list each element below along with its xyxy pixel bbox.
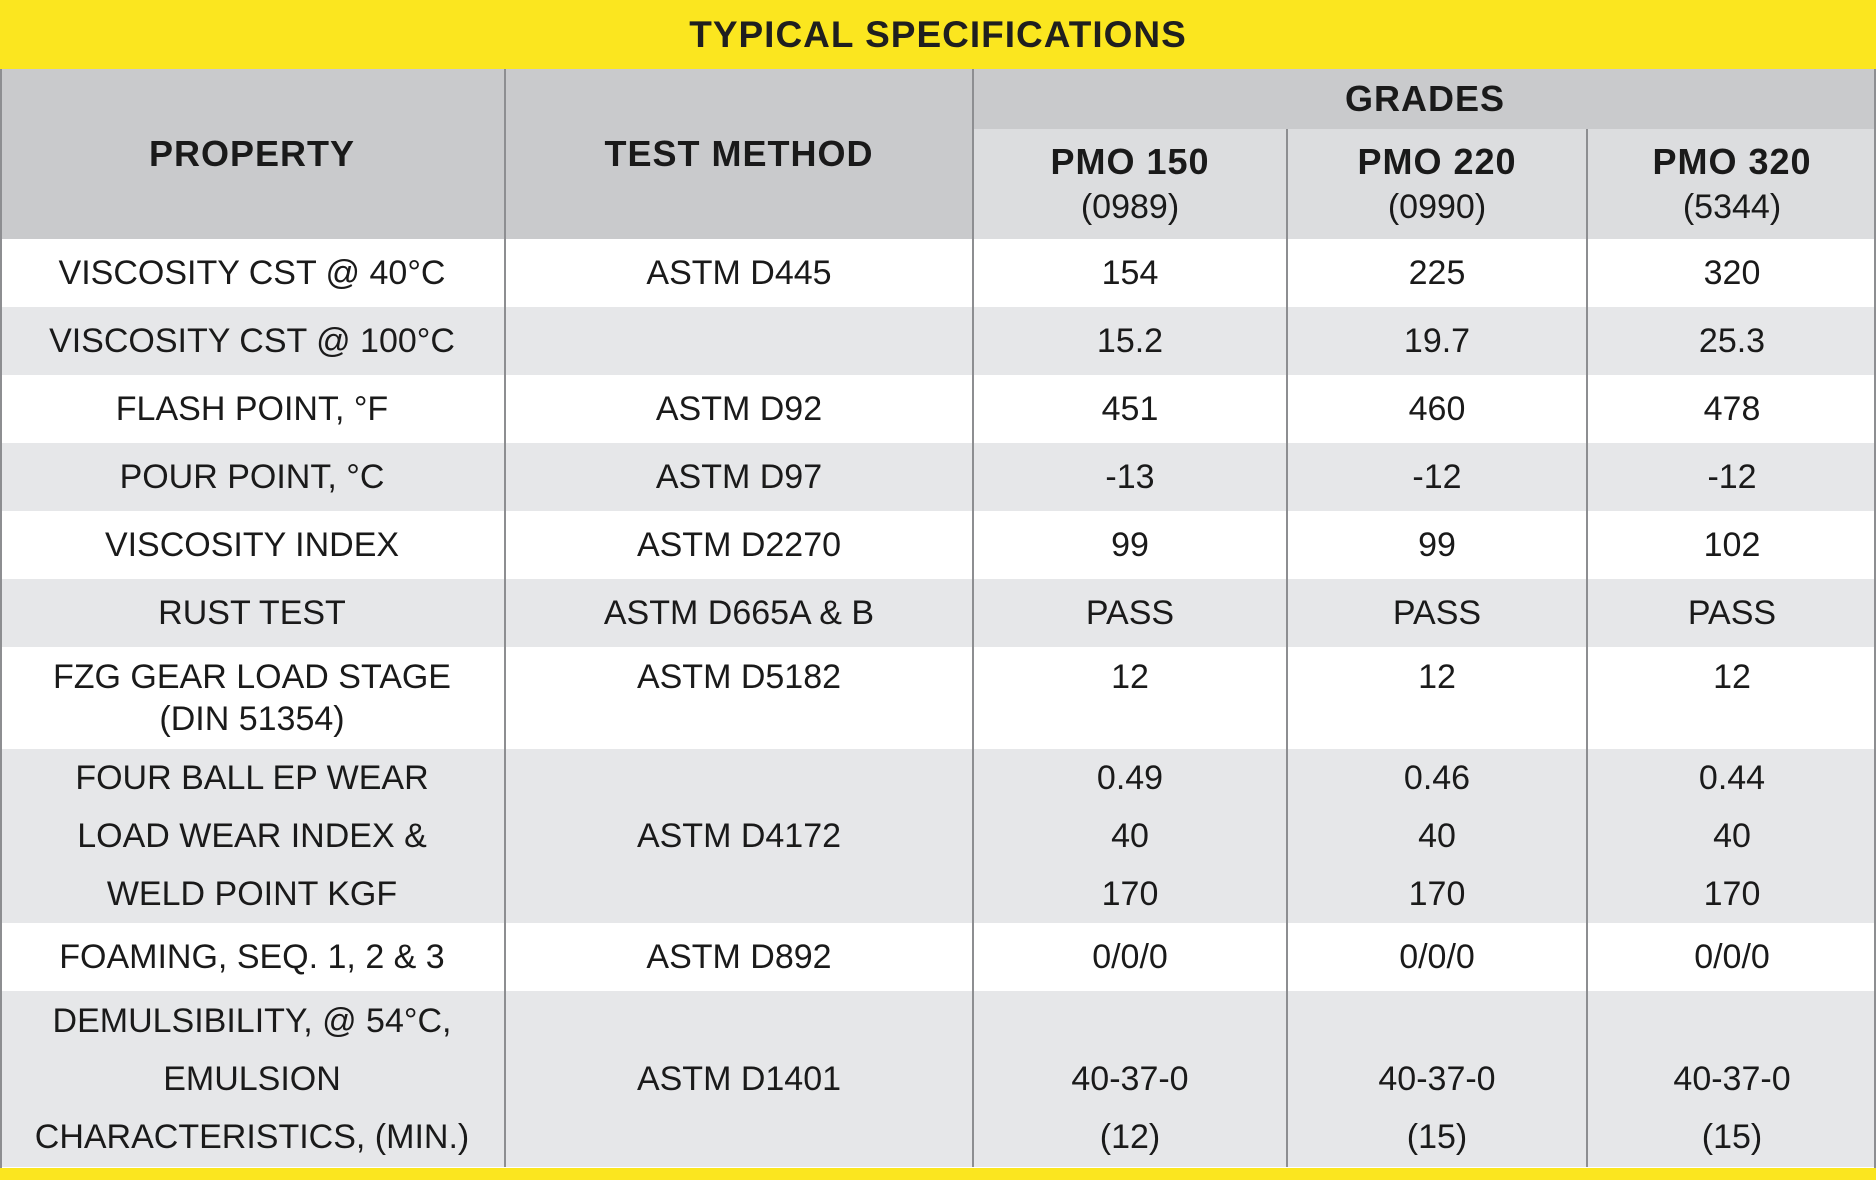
header-test-method: TEST METHOD (505, 69, 973, 239)
spec-table-body (0, 239, 1876, 1167)
grade-value: (12) (1099, 1118, 1161, 1156)
grade-value-cell (973, 991, 1287, 1167)
bottom-accent-bar (0, 1168, 1876, 1180)
table-row (0, 511, 1876, 579)
grade-name: PMO 320 (1652, 140, 1812, 182)
grade-value-cell (1287, 307, 1587, 375)
grade-value: (15) (1406, 1118, 1468, 1156)
property-cell (0, 647, 505, 749)
grade-value: -13 (1105, 457, 1155, 496)
grade-value-cell (1587, 991, 1876, 1167)
grade-value: 320 (1703, 253, 1761, 292)
grade-col-header (1587, 129, 1876, 239)
grade-code: (0989) (1080, 188, 1180, 227)
banner-title: TYPICAL SPECIFICATIONS (689, 13, 1187, 55)
property-text: (DIN 51354) (159, 700, 345, 738)
grade-value-cell (1587, 511, 1876, 579)
header-property: PROPERTY (0, 69, 505, 239)
grade-value: 154 (1101, 253, 1159, 292)
grade-value: 40 (1111, 817, 1149, 855)
grade-value: (15) (1701, 1118, 1763, 1156)
grade-value (974, 992, 1286, 1050)
grade-value: 478 (1703, 389, 1761, 428)
grade-value: PASS (1687, 593, 1777, 632)
grade-value-cell (1587, 647, 1876, 749)
grade-value: PASS (1392, 593, 1482, 632)
grade-value-cell (1287, 749, 1587, 923)
grade-value: 40-37-0 (1673, 1060, 1791, 1098)
grade-value: 12 (1418, 658, 1456, 696)
test-method-cell: ASTM D92 (505, 375, 973, 443)
property-cell (0, 923, 505, 991)
grade-value: -12 (1707, 457, 1757, 496)
grade-col-header (973, 129, 1287, 239)
grade-value-cell (1587, 923, 1876, 991)
grade-value-cell (973, 375, 1287, 443)
property-cell (0, 307, 505, 375)
grade-value-cell (973, 443, 1287, 511)
grade-value-cell (1287, 579, 1587, 647)
table-row (0, 307, 1876, 375)
grade-value: 102 (1703, 525, 1761, 564)
table-row (0, 923, 1876, 991)
test-method-cell: ASTM D5182 (505, 647, 973, 749)
spec-table (0, 69, 1876, 1167)
grade-value: 15.2 (1096, 321, 1164, 360)
property-cell (0, 579, 505, 647)
table-row (0, 443, 1876, 511)
property-cell (0, 375, 505, 443)
test-method-cell: ASTM D665A & B (505, 579, 973, 647)
test-method-cell: ASTM D1401 (505, 991, 973, 1167)
table-row (0, 579, 1876, 647)
grade-value-cell (1587, 443, 1876, 511)
table-row (0, 991, 1876, 1167)
grade-value-cell (1287, 647, 1587, 749)
property-text: EMULSION (163, 1060, 341, 1098)
grade-value: 170 (1703, 875, 1761, 913)
grade-value: 451 (1101, 389, 1159, 428)
grade-value-cell (1587, 749, 1876, 923)
grade-value: 40 (1418, 817, 1456, 855)
property-cell (0, 239, 505, 307)
grade-code: (5344) (1682, 188, 1782, 227)
grade-value-cell (973, 579, 1287, 647)
grade-value-cell (973, 923, 1287, 991)
grade-value: 12 (1713, 658, 1751, 696)
property-cell (0, 443, 505, 511)
property-text: FOAMING, SEQ. 1, 2 & 3 (59, 937, 445, 976)
property-text: CHARACTERISTICS, (MIN.) (34, 1118, 470, 1156)
test-method-cell: ASTM D97 (505, 443, 973, 511)
grade-value: 99 (1418, 525, 1456, 564)
grade-value: 0.44 (1698, 759, 1766, 797)
grade-value-cell (1587, 239, 1876, 307)
grade-col-header (1287, 129, 1587, 239)
property-text: WELD POINT KGF (106, 875, 398, 913)
grade-value-cell (973, 307, 1287, 375)
property-text: VISCOSITY CST @ 100°C (49, 321, 455, 360)
grade-value: 0/0/0 (1694, 937, 1770, 976)
grade-value (1588, 992, 1876, 1050)
property-text: FOUR BALL EP WEAR (75, 759, 429, 797)
grade-value-cell (1287, 923, 1587, 991)
grade-value: 0/0/0 (1399, 937, 1475, 976)
property-cell (0, 749, 505, 923)
property-cell (0, 511, 505, 579)
grade-name: PMO 220 (1357, 140, 1517, 182)
property-text: LOAD WEAR INDEX & (77, 817, 427, 855)
grade-value-cell (1287, 511, 1587, 579)
grade-value: 99 (1111, 525, 1149, 564)
test-method-cell: ASTM D2270 (505, 511, 973, 579)
grade-value-cell (1287, 239, 1587, 307)
table-row (0, 239, 1876, 307)
grade-value-cell (973, 647, 1287, 749)
grade-value: 460 (1408, 389, 1466, 428)
table-left-border (0, 69, 2, 1168)
grade-value: 225 (1408, 253, 1466, 292)
property-text: DEMULSIBILITY, @ 54°C, (52, 1002, 452, 1040)
grade-value: 0.49 (1096, 759, 1164, 797)
grade-value: 19.7 (1403, 321, 1471, 360)
table-row (0, 749, 1876, 923)
property-text: VISCOSITY CST @ 40°C (58, 253, 446, 292)
grade-value: 25.3 (1698, 321, 1766, 360)
grade-value: 40 (1713, 817, 1751, 855)
test-method-cell: ASTM D445 (505, 239, 973, 307)
grade-value: PASS (1085, 593, 1175, 632)
grade-value-cell (1587, 307, 1876, 375)
grade-value-cell (1287, 991, 1587, 1167)
table-row (0, 375, 1876, 443)
title-banner (0, 0, 1876, 69)
grade-value: 40-37-0 (1071, 1060, 1189, 1098)
grade-value: 170 (1408, 875, 1466, 913)
property-text: FZG GEAR LOAD STAGE (53, 658, 451, 696)
grade-value: -12 (1412, 457, 1462, 496)
grade-value: 0/0/0 (1092, 937, 1168, 976)
test-method-cell: ASTM D4172 (505, 749, 973, 923)
grade-value-cell (1587, 579, 1876, 647)
test-method-cell (505, 307, 973, 375)
grade-value: 40-37-0 (1378, 1060, 1496, 1098)
grade-value-cell (1287, 443, 1587, 511)
grade-value-cell (973, 511, 1287, 579)
grade-value-cell (1587, 375, 1876, 443)
grade-value-cell (1287, 375, 1587, 443)
property-text: POUR POINT, °C (119, 457, 385, 496)
property-text: FLASH POINT, °F (115, 389, 389, 428)
grade-value-cell (973, 239, 1287, 307)
grade-name: PMO 150 (1050, 140, 1210, 182)
grade-value: 12 (1111, 658, 1149, 696)
grade-value: 170 (1101, 875, 1159, 913)
table-row (0, 647, 1876, 749)
grade-value: 0.46 (1403, 759, 1471, 797)
grade-value-cell (973, 749, 1287, 923)
property-cell (0, 991, 505, 1167)
test-method-cell: ASTM D892 (505, 923, 973, 991)
grade-value (1288, 992, 1586, 1050)
property-text: VISCOSITY INDEX (104, 525, 400, 564)
grade-code: (0990) (1387, 188, 1487, 227)
header-grades: GRADES (973, 69, 1876, 129)
property-text: RUST TEST (158, 593, 346, 632)
